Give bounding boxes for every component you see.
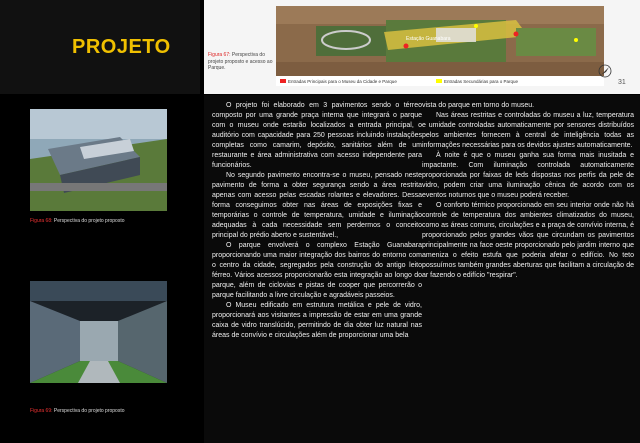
paragraph: O conforto térmico proporcionado em seu interior onde não há controle de temperatura dos ambientes climatizados do museu, como as áreas comuns, circulações e a praça de convívio interna, é proporcionado pelos grandes vãos que circundam os pavimentos principalmente na face oeste proporcionado pelo jardim interno que ameniza o efeito estufa que poderia afetar o edifício. No teto possuímos também grandes aberturas que facilitam a circulação de ar fazendo o edifício "respirar". bbox=[422, 202, 634, 279]
map-legend-secondary: Entradas Secundárias para o Parque bbox=[444, 79, 519, 84]
page-number: 31 bbox=[618, 79, 626, 86]
text-column-1 bbox=[212, 101, 422, 341]
body-text-panel bbox=[204, 95, 640, 443]
map-caption-text: Perspectiva do projeto proposto e acesso ao Parque. bbox=[208, 52, 273, 71]
page-title: PROJETO bbox=[72, 36, 171, 58]
aerial-map-image bbox=[276, 6, 604, 86]
map-legend-main: Entradas Principais para o Museu da Cidade e Parque bbox=[288, 79, 397, 84]
figures-column bbox=[0, 95, 200, 443]
map-caption-label: Figura 67: bbox=[208, 52, 231, 58]
paragraph: vista do parque em torno do museu. bbox=[422, 102, 535, 109]
paragraph: O Museu edificado em estrutura metálica e pele de vidro, proporcionará aos visitantes a impressão de estar em uma grande caixa de vidro translúcido, permitindo de dia obter luz natural nas áreas de convívio e circulações além de proporcionar uma bela bbox=[212, 302, 422, 339]
paragraph: No segundo pavimento encontra-se o museu, pensado neste pavimento de forma a obter segurança sendo a área restrita apenas com acesso pelas escadas rolantes e elevadores. Dessa forma conseguimos obter nas áreas de exposições fixas e temporárias o controle de temperatura, umidade e iluminação adequadas à cada necessidade sem perdermos o conceito principal do prédio aberto e sustentável., bbox=[212, 172, 422, 239]
paragraph: À noite é que o museu ganha sua forma mais inusitada e impactante. Com iluminação controlada automaticamente proporcionada por faixas de leds dispostas nos perfis da pele de vidro, podem criar uma iluminação cênica de acordo com os eventos noturnos que o museu poderá receber. bbox=[422, 152, 634, 199]
figure-69-text: Perspectiva do projeto proposto bbox=[53, 408, 125, 414]
figure-68-label: Figura 68: bbox=[30, 218, 53, 224]
north-arrow-icon bbox=[598, 64, 612, 78]
figure-69-caption bbox=[30, 408, 125, 414]
figure-68-caption bbox=[30, 218, 125, 224]
perspective-render-2 bbox=[30, 281, 167, 383]
paragraph: Nas áreas restritas e controladas do museu a luz, temperatura e umidade controladas automaticamente por sensores distribuídos pelos ambientes fornecem à central de inteligência todas as informações necessárias para os devidos ajustes automaticamente. bbox=[422, 112, 634, 149]
paragraph: O parque envolverá o complexo Estação Guanabara proporcionando uma maior integração dos bairros do entorno com o centro da cidade, segregados pela construção do antigo leito férreo. Vários acessos proporcionarão esta integração ao longo do parque, além de ciclovias e pistas de cooper que percorrerão o parque facilitando a livre circulação e agradáveis passeios. bbox=[212, 242, 422, 299]
map-figure bbox=[204, 0, 640, 94]
figure-69-label: Figura 69: bbox=[30, 408, 53, 414]
perspective-render-1 bbox=[30, 109, 167, 211]
title-box bbox=[0, 0, 200, 94]
figure-68-text: Perspectiva do projeto proposto bbox=[53, 218, 125, 224]
text-column-2 bbox=[422, 101, 634, 281]
map-caption bbox=[208, 52, 274, 72]
paragraph: O projeto foi elaborado em 3 pavimentos sendo o térreo composto por uma grande praça interna que integrará o parque com o museu onde estarão localizados a entrada principal, o auditório com capacidade para 250 pessoas incluindo instalações completas como camarim, depósito, sanitários além de um restaurante e área administrativa com acesso independente para funcionários. bbox=[212, 102, 422, 169]
map-station-label: Estação Guanabara bbox=[406, 36, 451, 42]
